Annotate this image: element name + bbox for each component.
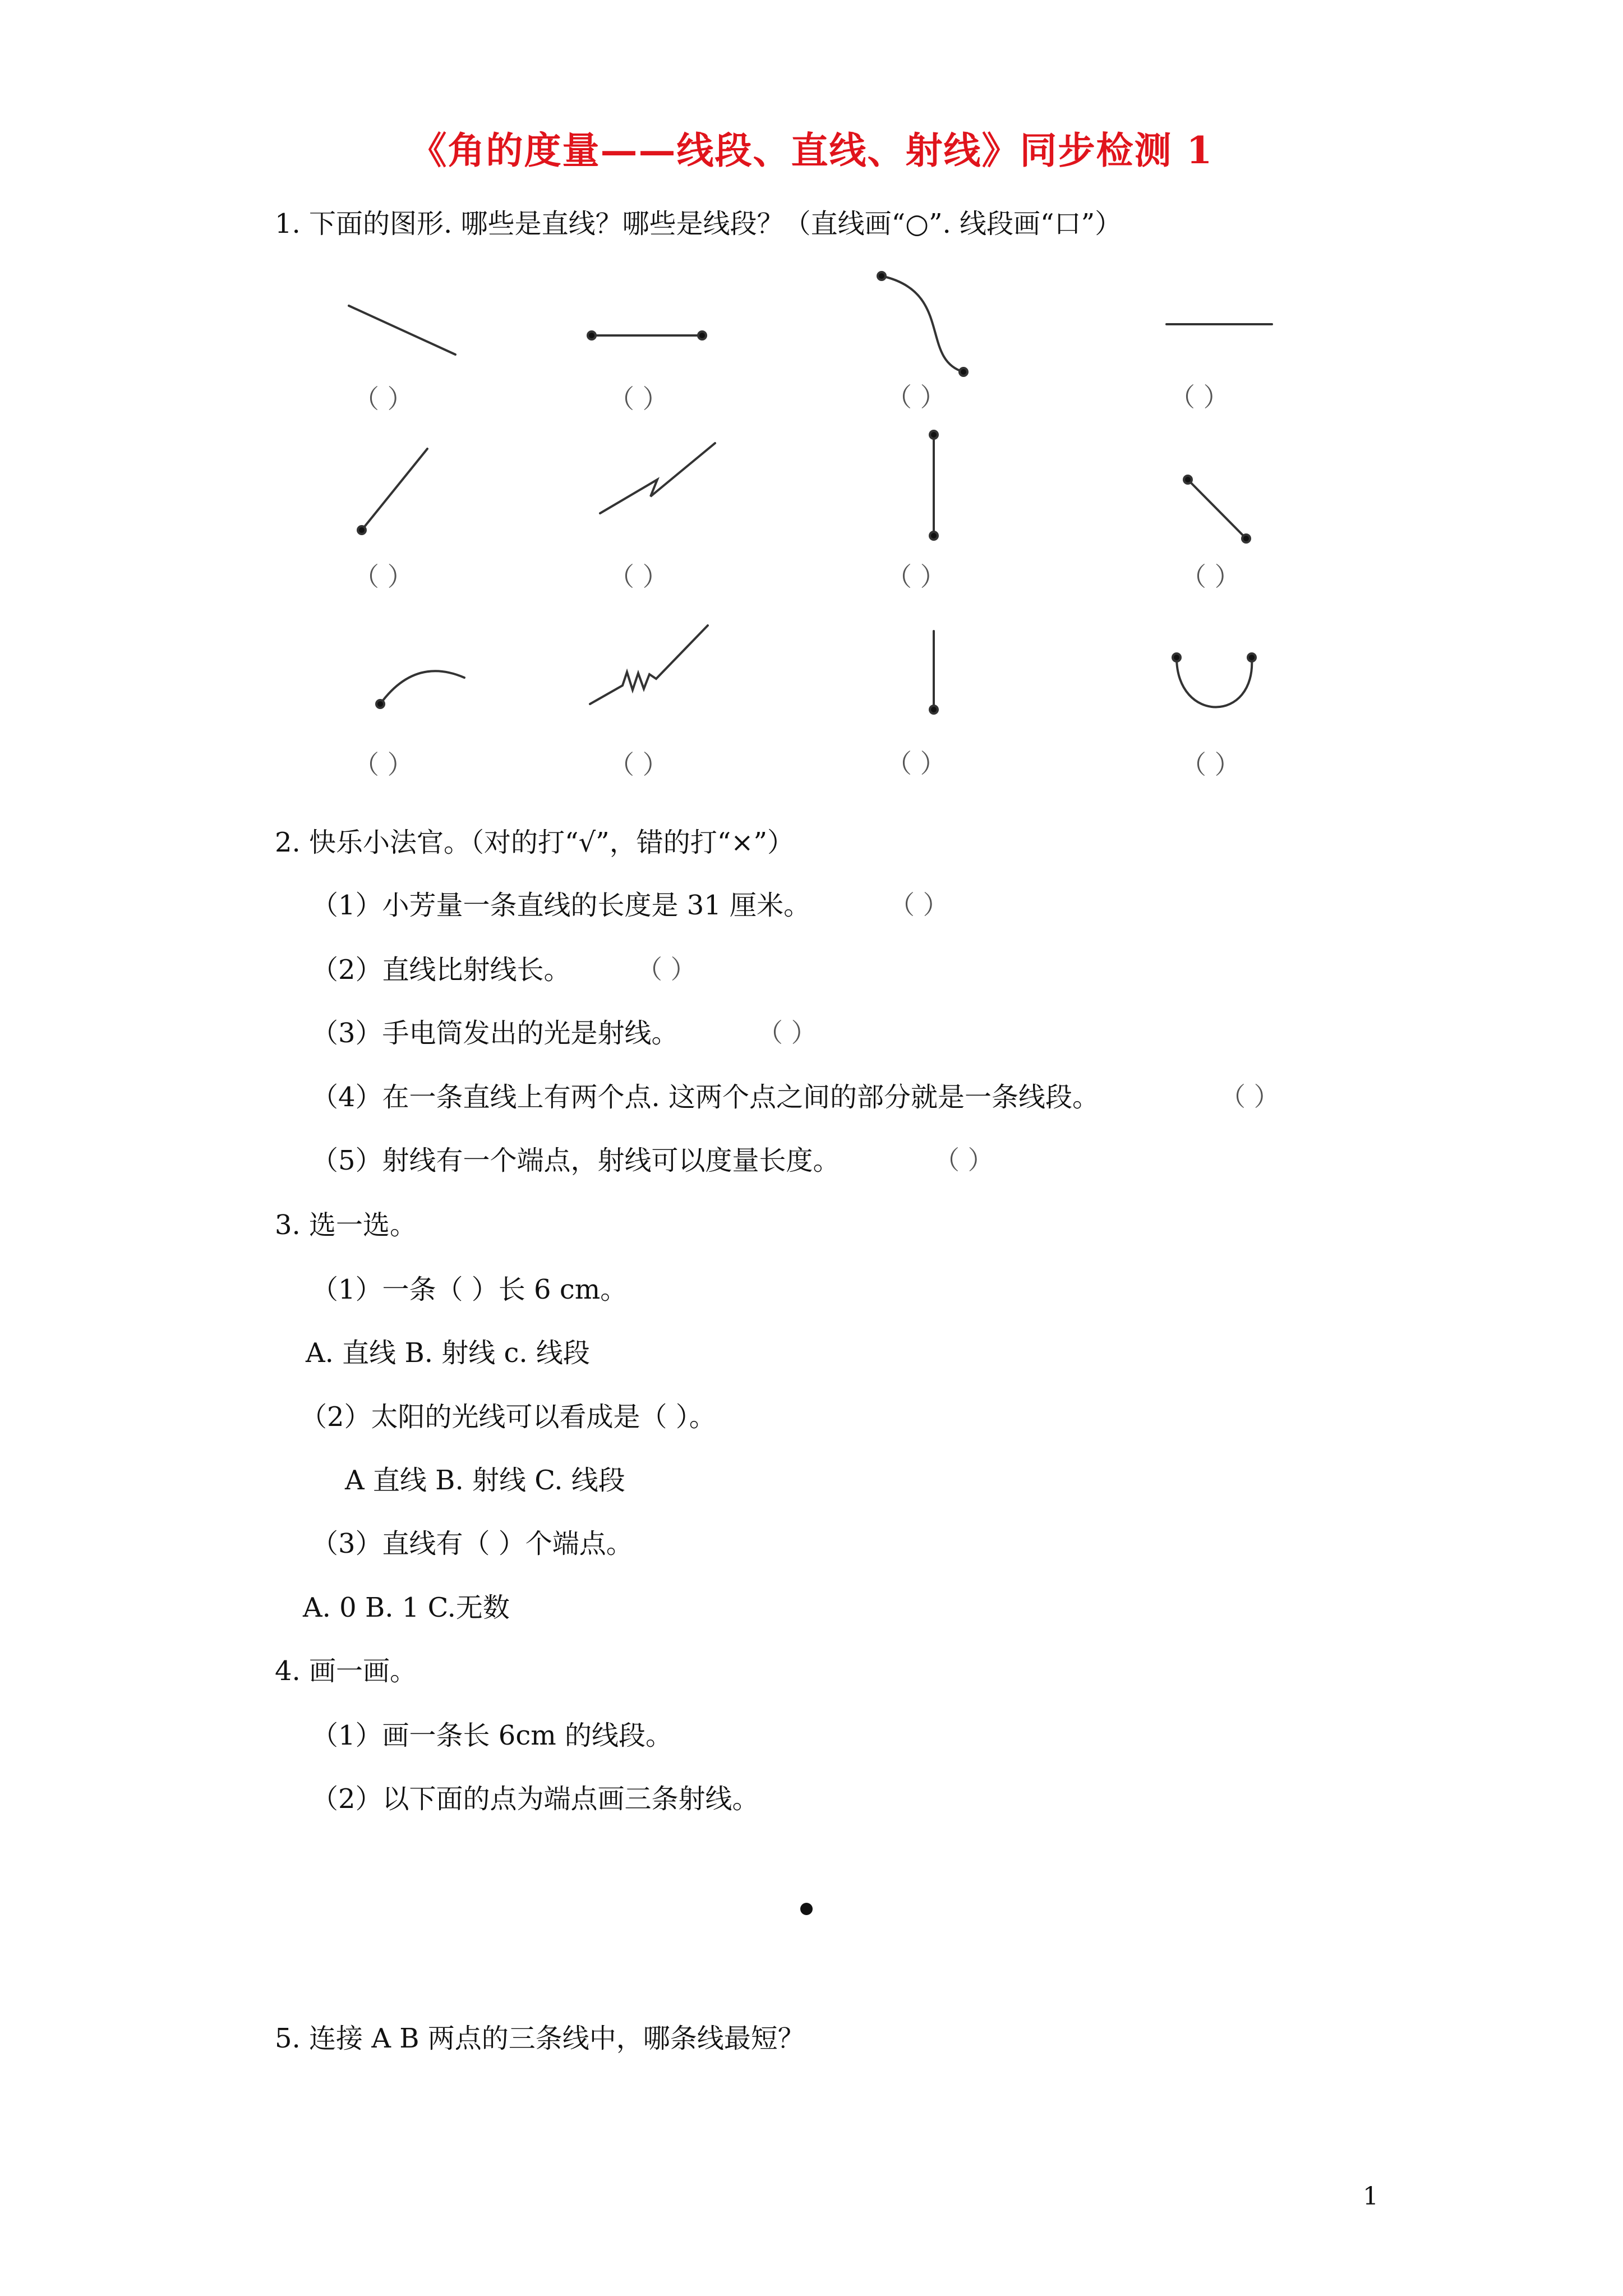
q2-item: （2）直线比射线长。 [311, 954, 571, 986]
q4-heading: 4. 画一画。 [275, 1655, 417, 1687]
arc-icon [376, 671, 464, 708]
q1-blank[interactable]: （ ） [1169, 382, 1229, 412]
q2-item: （1）小芳量一条直线的长度是 31 厘米。 [311, 890, 811, 921]
spring-line-icon [590, 625, 708, 704]
q2-blank[interactable]: （ ） [934, 1145, 994, 1175]
q1-blank[interactable]: （ ） [1181, 562, 1241, 592]
q4-sub1: （1）画一条长 6cm 的线段。 [311, 1720, 672, 1751]
q1-blank[interactable]: （ ） [886, 382, 946, 412]
q1-figures [0, 0, 1623, 813]
q3-heading: 3. 选一选。 [275, 1209, 417, 1241]
q2-blank[interactable]: （ ） [889, 890, 949, 920]
q3-sub2: （2）太阳的光线可以看成是（ ）。 [300, 1401, 716, 1433]
q1-blank[interactable]: （ ） [353, 384, 413, 414]
q3-options1: A. 直线 B. 射线 c. 线段 [306, 1337, 590, 1369]
q4-sub2: （2）以下面的点为端点画三条射线。 [311, 1783, 759, 1815]
q1-blank[interactable]: （ ） [886, 748, 946, 779]
q1-blank[interactable]: （ ） [608, 562, 668, 592]
s-curve-icon [878, 272, 967, 376]
q1-blank[interactable]: （ ） [608, 384, 668, 414]
ray-diagonal-icon [358, 449, 427, 534]
diagonal-segment-icon [1184, 476, 1250, 542]
page-title: 《角的度量——线段、直线、射线》同步检测 1 [409, 128, 1214, 172]
q3-options3: A. 0 B. 1 C.无数 [303, 1592, 510, 1623]
q2-blank[interactable]: （ ） [1220, 1082, 1280, 1112]
vertical-ray-icon [930, 631, 938, 714]
segment-with-endpoints-icon [588, 332, 706, 339]
q5-heading: 5. 连接 A B 两点的三条线中，哪条线最短？ [275, 2023, 805, 2054]
q1-blank[interactable]: （ ） [886, 562, 946, 592]
q1-blank[interactable]: （ ） [353, 562, 413, 592]
q2-item: （5）射线有一个端点，射线可以度量长度。 [311, 1145, 840, 1176]
vertical-segment-icon [930, 431, 938, 540]
q1-blank[interactable]: （ ） [1181, 749, 1241, 780]
q3-sub1: （1）一条（ ）长 6 cm。 [311, 1274, 628, 1305]
u-curve-icon [1173, 654, 1256, 707]
q2-blank[interactable]: （ ） [757, 1018, 817, 1048]
q2-heading: 2. 快乐小法官。（对的打“√”，错的打“×”） [275, 827, 795, 858]
zigzag-line-icon [600, 443, 715, 513]
q2-blank[interactable]: （ ） [637, 954, 697, 984]
q1-blank[interactable]: （ ） [353, 749, 413, 780]
page-number: 1 [1363, 2182, 1378, 2211]
q1-text: 1. 下面的图形. 哪些是直线？哪些是线段？（直线画“○”. 线段画“口”） [275, 208, 1122, 240]
q2-item: （4）在一条直线上有两个点. 这两个点之间的部分就是一条线段。 [311, 1082, 1100, 1113]
line-segment-diagonal-icon [349, 306, 455, 355]
q1-blank[interactable]: （ ） [608, 749, 668, 780]
q3-sub3: （3）直线有（ ）个端点。 [311, 1528, 633, 1559]
endpoint-dot [800, 1903, 813, 1915]
q2-item: （3）手电筒发出的光是射线。 [311, 1018, 679, 1049]
q3-options2: A 直线 B. 射线 C. 线段 [345, 1465, 625, 1496]
